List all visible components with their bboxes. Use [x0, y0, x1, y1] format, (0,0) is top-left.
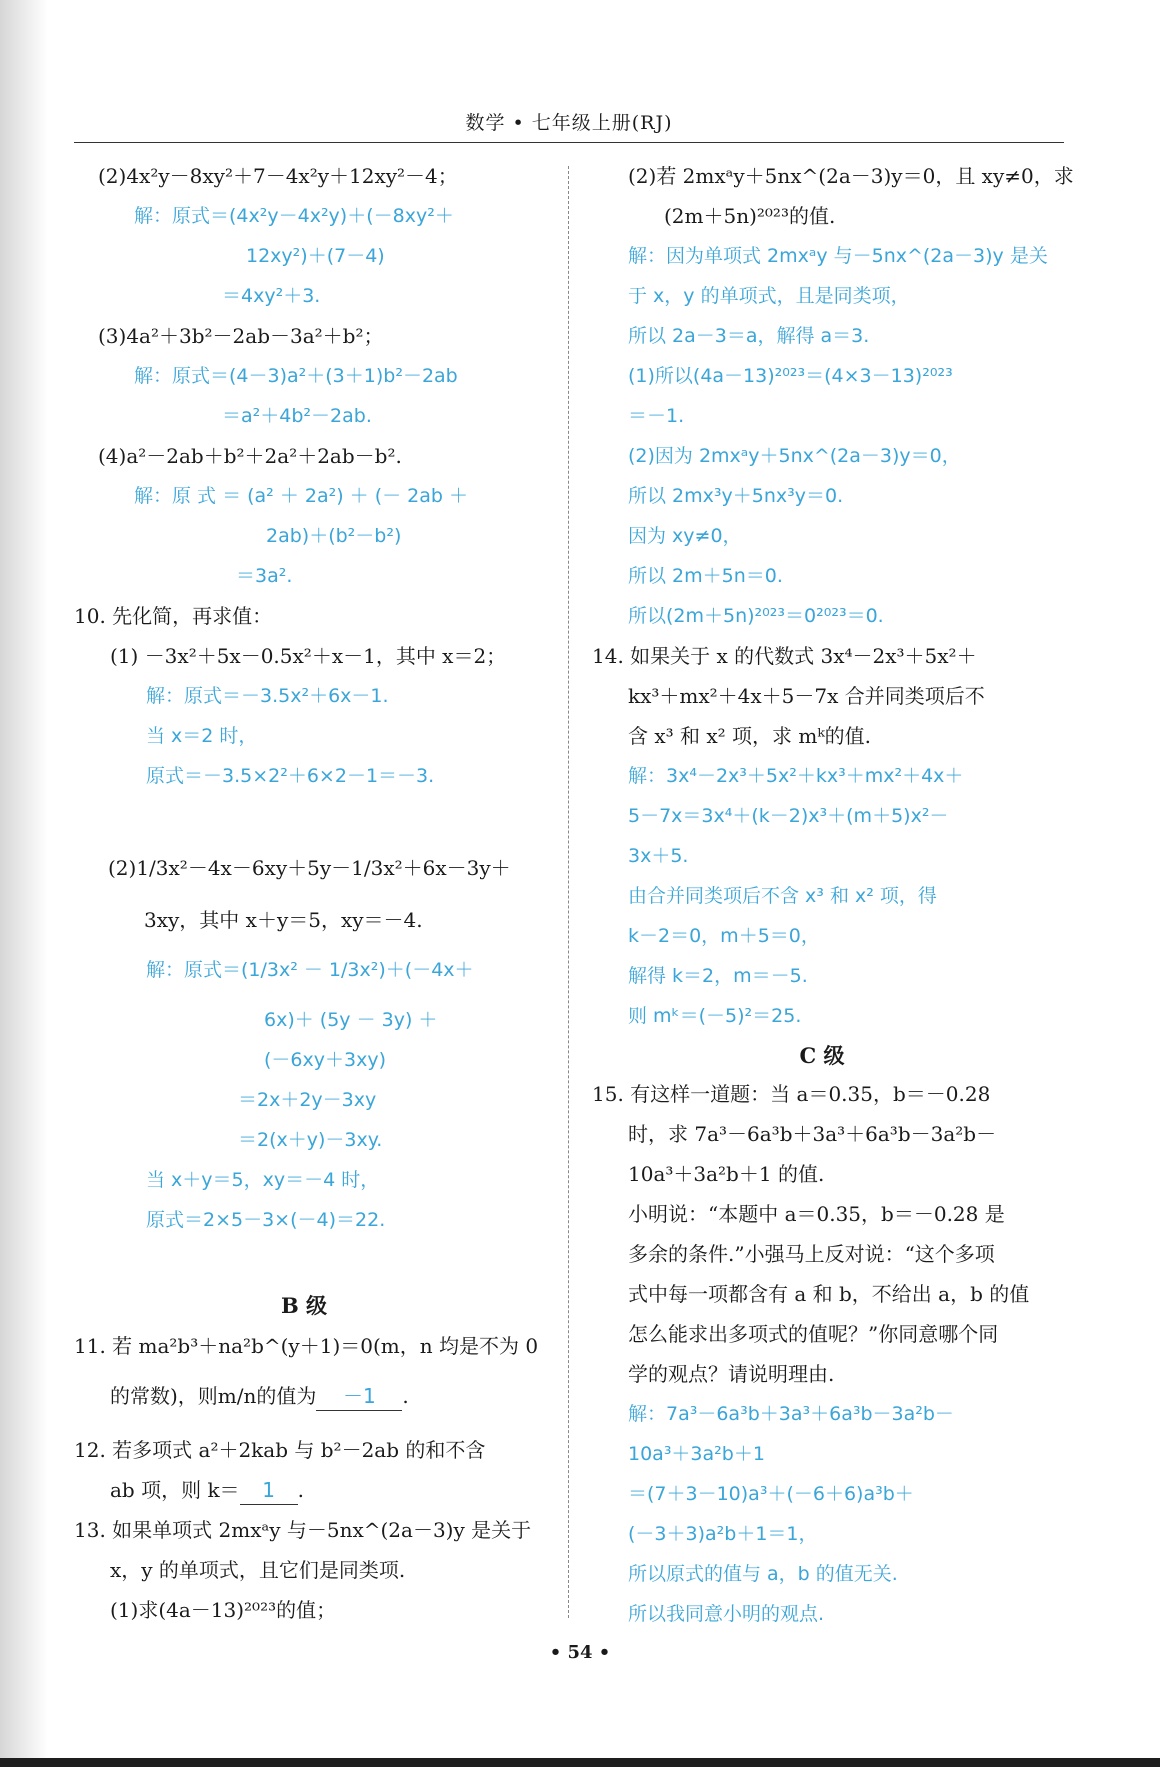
- answer-line: k－2＝0，m＋5＝0，: [628, 925, 820, 947]
- answer-line: 3x＋5.: [628, 845, 689, 867]
- answer-blank: 1: [240, 1476, 298, 1505]
- question-11-text: 的常数)，则m/n的值为: [110, 1384, 317, 1408]
- page-edge-shadow: [0, 0, 48, 1767]
- question-13-part1: (1)求(4a－13)²⁰²³的值；: [110, 1598, 337, 1622]
- answer-line: 2ab)＋(b²－b²): [266, 525, 402, 547]
- question-12-text: ab 项，则 k＝: [110, 1478, 240, 1502]
- answer-line: 解：3x⁴－2x³＋5x²＋kx³＋mx²＋4x＋: [628, 765, 964, 787]
- answer-line: 解：原式＝(4x²y－4x²y)＋(－8xy²＋: [134, 205, 454, 227]
- level-b-heading: B 级: [280, 1293, 328, 1318]
- question-10: 10. 先化简，再求值：: [74, 604, 273, 628]
- answer-line: 所以 2mx³y＋5nx³y＝0.: [628, 485, 844, 507]
- problem-line: (2m＋5n)²⁰²³的值.: [664, 204, 836, 228]
- answer-line: ＝3a².: [236, 565, 293, 587]
- answer-line: 原式＝－3.5×2²＋6×2－1＝－3.: [146, 765, 435, 787]
- problem-line: 3xy，其中 x＋y＝5，xy＝－4.: [144, 908, 423, 932]
- level-c-heading: C 级: [799, 1043, 845, 1068]
- answer-line: 解：原式＝(4－3)a²＋(3＋1)b²－2ab: [134, 365, 458, 387]
- answer-line: 6x)＋ (5y － 3y) ＋: [264, 1009, 438, 1031]
- column-divider: [568, 166, 569, 1618]
- problem-line: 小明说：“本题中 a＝0.35，b＝－0.28 是: [628, 1202, 1005, 1226]
- answer-blank: －1: [316, 1382, 402, 1411]
- answer-line: 则 mᵏ＝(－5)²＝25.: [628, 1005, 802, 1027]
- answer-line: 当 x＝2 时，: [146, 725, 258, 747]
- answer-line: 解：因为单项式 2mxᵃy 与－5nx^(2a－3)y 是关: [628, 245, 1048, 267]
- answer-line: ＝a²＋4b²－2ab.: [222, 405, 372, 427]
- bottom-bar: [0, 1758, 1160, 1767]
- answer-line: ＝－1.: [628, 405, 685, 427]
- answer-line: (1)所以(4a－13)²⁰²³＝(4×3－13)²⁰²³: [628, 365, 953, 387]
- question-11: 11. 若 ma²b³＋na²b^(y＋1)＝0(m，n 均是不为 0: [74, 1334, 539, 1358]
- answer-line: 所以 2a－3＝a，解得 a＝3.: [628, 325, 870, 347]
- answer-line: 所以(2m＋5n)²⁰²³＝0²⁰²³＝0.: [628, 605, 884, 627]
- answer-line: (－6xy＋3xy): [264, 1049, 386, 1071]
- answer-line: 解：7a³－6a³b＋3a³＋6a³b－3a²b－: [628, 1403, 954, 1425]
- problem-line: (2)若 2mxᵃy＋5nx^(2a－3)y＝0，且 xy≠0，求: [628, 164, 1074, 188]
- answer-line: ＝(7＋3－10)a³＋(－6＋6)a³b＋: [628, 1483, 914, 1505]
- answer-line: 解：原 式 ＝ (a² ＋ 2a²) ＋ (－ 2ab ＋: [134, 485, 468, 507]
- answer-line: 所以我同意小明的观点.: [628, 1603, 825, 1625]
- question-11-cont: 的常数)，则m/n的值为 －1 .: [110, 1382, 409, 1411]
- problem-line: kx³＋mx²＋4x＋5－7x 合并同类项后不: [628, 684, 985, 708]
- question-13: 13. 如果单项式 2mxᵃy 与－5nx^(2a－3)y 是关于: [74, 1518, 532, 1542]
- question-12-cont: ab 项，则 k＝ 1 .: [110, 1476, 304, 1505]
- question-15: 15. 有这样一道题：当 a＝0.35，b＝－0.28: [592, 1082, 991, 1106]
- page-number: • 54 •: [549, 1642, 611, 1663]
- answer-line: 5－7x＝3x⁴＋(k－2)x³＋(m＋5)x²－: [628, 805, 949, 827]
- answer-line: ＝2x＋2y－3xy: [238, 1089, 377, 1111]
- answer-line: 由合并同类项后不含 x³ 和 x² 项，得: [628, 885, 937, 907]
- answer-line: ＝2(x＋y)－3xy.: [238, 1129, 383, 1151]
- problem-line: (1) －3x²＋5x－0.5x²＋x－1，其中 x＝2；: [110, 644, 507, 668]
- header-rule: [74, 142, 1064, 143]
- question-12: 12. 若多项式 a²＋2kab 与 b²－2ab 的和不含: [74, 1438, 486, 1462]
- answer-line: (2)因为 2mxᵃy＋5nx^(2a－3)y＝0，: [628, 445, 961, 467]
- page-header: 数学 • 七年级上册(RJ): [465, 112, 673, 134]
- problem-line: (3)4a²＋3b²－2ab－3a²＋b²；: [98, 324, 384, 348]
- answer-line: 所以原式的值与 a，b 的值无关.: [628, 1563, 898, 1585]
- problem-line: (2)1/3x²－4x－6xy＋5y－1/3x²＋6x－3y＋: [108, 856, 511, 880]
- answer-line: 解：原式＝(1/3x² － 1/3x²)＋(－4x＋: [146, 959, 474, 981]
- answer-line: (－3＋3)a²b＋1＝1，: [628, 1523, 818, 1545]
- answer-line: 原式＝2×5－3×(－4)＝22.: [146, 1209, 386, 1231]
- answer-line: 10a³＋3a²b＋1: [628, 1443, 765, 1465]
- answer-line: ＝4xy²＋3.: [222, 285, 321, 307]
- problem-line: 多余的条件.”小强马上反对说：“这个多项: [628, 1242, 995, 1266]
- answer-line: 12xy²)＋(7－4): [246, 245, 385, 267]
- answer-line: 于 x，y 的单项式，且是同类项，: [628, 285, 910, 307]
- problem-line: 怎么能求出多项式的值呢？”你同意哪个同: [628, 1322, 999, 1346]
- answer-line: 因为 xy≠0，: [628, 525, 742, 547]
- problem-line: 时，求 7a³－6a³b＋3a³＋6a³b－3a²b－: [628, 1122, 997, 1146]
- answer-line: 解得 k＝2，m＝－5.: [628, 965, 808, 987]
- problem-line: (4)a²－2ab＋b²＋2a²＋2ab－b².: [98, 444, 402, 468]
- problem-line: 学的观点？请说明理由.: [628, 1362, 835, 1386]
- problem-line: 10a³＋3a²b＋1 的值.: [628, 1162, 825, 1186]
- problem-line: (2)4x²y－8xy²＋7－4x²y＋12xy²－4；: [98, 164, 458, 188]
- question-13-cont: x，y 的单项式，且它们是同类项.: [110, 1558, 406, 1582]
- question-14: 14. 如果关于 x 的代数式 3x⁴－2x³＋5x²＋: [592, 644, 977, 668]
- answer-line: 所以 2m＋5n＝0.: [628, 565, 783, 587]
- problem-line: 式中每一项都含有 a 和 b，不给出 a，b 的值: [628, 1282, 1030, 1306]
- problem-line: 含 x³ 和 x² 项，求 mᵏ的值.: [628, 724, 871, 748]
- answer-line: 解：原式＝－3.5x²＋6x－1.: [146, 685, 389, 707]
- answer-line: 当 x＋y＝5，xy＝－4 时，: [146, 1169, 380, 1191]
